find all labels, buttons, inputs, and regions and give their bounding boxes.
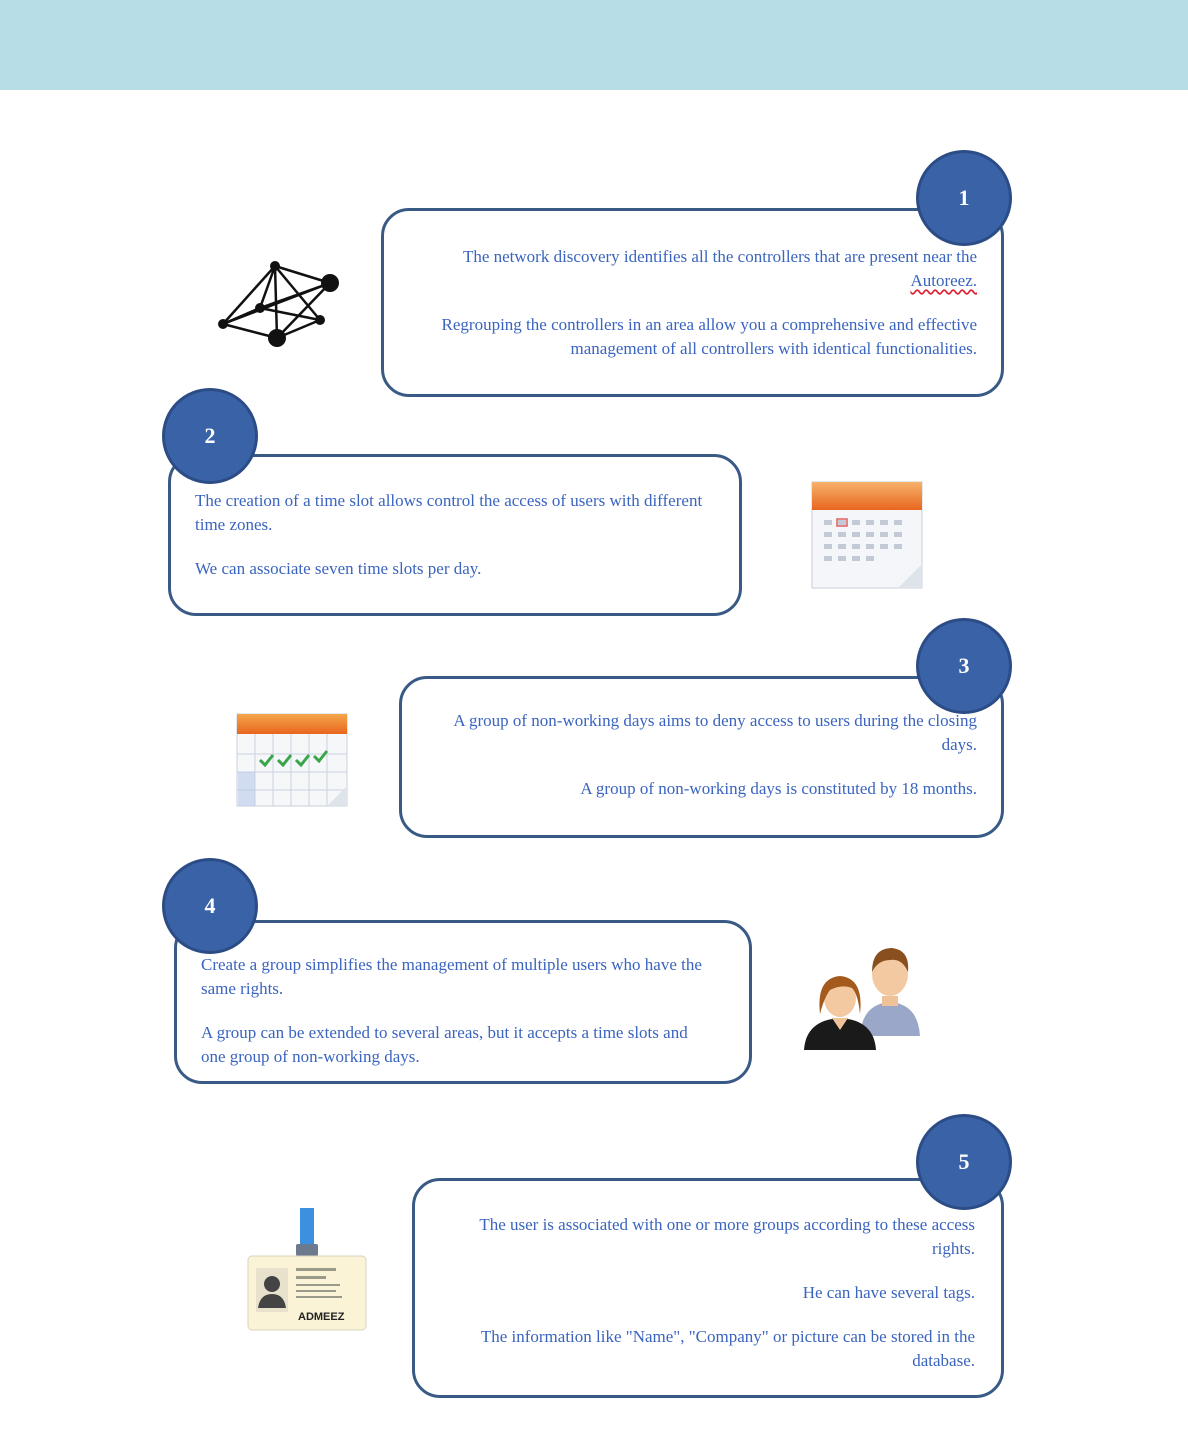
badge-brand: ADMEEZ [298,1311,345,1323]
step-3-text-1: A group of non-working days aims to deny access to users during the closing days. [453,711,977,754]
step-3-text-2: A group of non-working days is constituted by 18 months. [580,779,977,798]
step-4-text-1: Create a group simplifies the management of multiple users who have the same rights. [201,955,702,998]
network-icon [215,258,345,350]
step-3-box [399,676,1004,838]
step-2-box [168,454,742,616]
step-2-number: 2 [162,388,258,484]
calendar-checks-icon [234,710,350,810]
step-1-text-2: Regrouping the controllers in an area allow you a comprehensive and effective management of all controllers with identical functionalities. [441,315,977,358]
top-band [0,0,1188,90]
step-1-box [381,208,1004,397]
step-1-number: 1 [916,150,1012,246]
step-5-box [412,1178,1004,1398]
step-2-text-2: We can associate seven time slots per day. [195,559,482,578]
calendar-icon [808,476,926,592]
step-3-number: 3 [916,618,1012,714]
step-5-text-2: He can have several tags. [802,1283,975,1302]
users-icon [802,944,922,1052]
misspelled-word: Autoreez. [910,271,977,290]
step-5-text-1: The user is associated with one or more groups according to these access rights. [479,1215,975,1258]
step-5-number: 5 [916,1114,1012,1210]
step-1-text-1: The network discovery identifies all the controllers that are present near the Autoreez. [462,247,977,290]
step-4-number: 4 [162,858,258,954]
step-2-text-1: The creation of a time slot allows control the access of users with different time zones. [195,491,703,534]
step-4-text-2: A group can be extended to several areas, but it accepts a time slots and one group of non-working days. [201,1023,688,1066]
step-5-text-3: The information like "Name", "Company" or picture can be stored in the database. [480,1327,975,1370]
step-4-box [174,920,752,1084]
badge-icon [242,1206,370,1334]
